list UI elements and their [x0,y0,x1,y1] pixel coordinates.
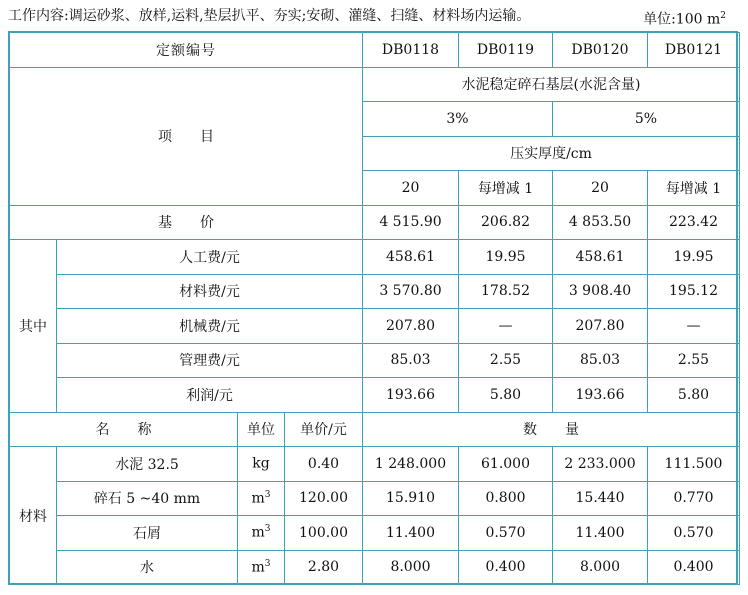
base-price-cell: 206.82 [459,205,553,240]
material-price: 2.80 [285,550,363,585]
material-label: 材料 [10,447,57,585]
cost-label: 材料费/元 [57,274,363,309]
material-price: 120.00 [285,481,363,516]
material-row [10,550,740,585]
material-name: 水 [57,550,238,585]
material-qty: 0.400 [648,550,740,585]
material-row [10,481,740,516]
material-qty: 2 233.000 [553,447,648,482]
cost-cell: 458.61 [553,240,648,275]
code-cell: DB0120 [553,33,648,68]
cost-cell: 85.03 [553,343,648,378]
subject-title: 水泥稳定碎石基层(水泥含量) [363,67,740,102]
quota-table-frame [8,31,738,585]
material-unit: kg [238,447,285,482]
thickness-cell: 20 [363,171,459,206]
thickness-cell: 每增减 1 [648,171,740,206]
quantity-header: 数 量 [363,412,740,447]
price-header: 单价/元 [285,412,363,447]
code-row [10,33,740,68]
cost-cell: 5.80 [459,378,553,413]
cost-cell: 207.80 [553,309,648,344]
cost-row [10,240,740,275]
item-label: 项 目 [10,67,363,205]
cost-cell: 195.12 [648,274,740,309]
material-qty: 111.500 [648,447,740,482]
material-name: 石屑 [57,516,238,551]
material-price: 100.00 [285,516,363,551]
base-price-row [10,205,740,240]
material-qty: 1 248.000 [363,447,459,482]
material-qty: 8.000 [363,550,459,585]
material-qty: 8.000 [553,550,648,585]
percent-5: 5% [553,102,740,137]
material-qty: 0.400 [459,550,553,585]
cost-cell: 19.95 [459,240,553,275]
material-qty: 0.800 [459,481,553,516]
code-label: 定额编号 [10,33,363,68]
cost-cell: 2.55 [459,343,553,378]
cost-cell: 2.55 [648,343,740,378]
material-unit: $m^3$ [238,516,285,551]
cost-row [10,274,740,309]
cost-cell: 5.80 [648,378,740,413]
material-qty: 61.000 [459,447,553,482]
material-row [10,516,740,551]
quota-table [9,32,740,585]
material-unit: $m^3$ [238,550,285,585]
cost-label: 人工费/元 [57,240,363,275]
material-qty: 11.400 [553,516,648,551]
cost-label: 管理费/元 [57,343,363,378]
base-price-label: 基 价 [10,205,363,240]
thickness-cell: 每增减 1 [459,171,553,206]
cost-label: 机械费/元 [57,309,363,344]
name-header: 名 称 [10,412,238,447]
cost-cell: 193.66 [363,378,459,413]
material-qty: 15.910 [363,481,459,516]
cost-cell: 85.03 [363,343,459,378]
code-cell: DB0121 [648,33,740,68]
unit-label: 单位:100 $m^2$ [643,11,726,28]
material-qty: 15.440 [553,481,648,516]
base-price-cell: 4 515.90 [363,205,459,240]
material-unit: $m^3$ [238,481,285,516]
cost-label: 利润/元 [57,378,363,413]
percent-3: 3% [363,102,553,137]
cost-cell: 178.52 [459,274,553,309]
material-name: 碎石 5 ~40 mm [57,481,238,516]
cost-cell: 193.66 [553,378,648,413]
cost-row [10,309,740,344]
cost-row [10,378,740,413]
cost-cell: 458.61 [363,240,459,275]
work-content: 工作内容:调运砂浆、放样,运料,垫层扒平、夯实;安砌、灌缝、扫缝、材料场内运输。 [8,8,531,24]
cost-cell: 207.80 [363,309,459,344]
material-header-row [10,412,740,447]
material-qty: 0.770 [648,481,740,516]
material-qty: 0.570 [648,516,740,551]
cost-cell: — [459,309,553,344]
material-name: 水泥 32.5 [57,447,238,482]
subject-row [10,67,740,102]
thickness-cell: 20 [553,171,648,206]
cost-cell: 19.95 [648,240,740,275]
material-qty: 0.570 [459,516,553,551]
base-price-cell: 4 853.50 [553,205,648,240]
of-which-label: 其中 [10,240,57,413]
code-cell: DB0118 [363,33,459,68]
base-price-cell: 223.42 [648,205,740,240]
cost-cell: — [648,309,740,344]
code-cell: DB0119 [459,33,553,68]
material-row [10,447,740,482]
thickness-label: 压实厚度/cm [363,136,740,171]
material-price: 0.40 [285,447,363,482]
unit-header: 单位 [238,412,285,447]
page-header [8,4,740,28]
cost-cell: 3 570.80 [363,274,459,309]
cost-row [10,343,740,378]
cost-cell: 3 908.40 [553,274,648,309]
material-qty: 11.400 [363,516,459,551]
